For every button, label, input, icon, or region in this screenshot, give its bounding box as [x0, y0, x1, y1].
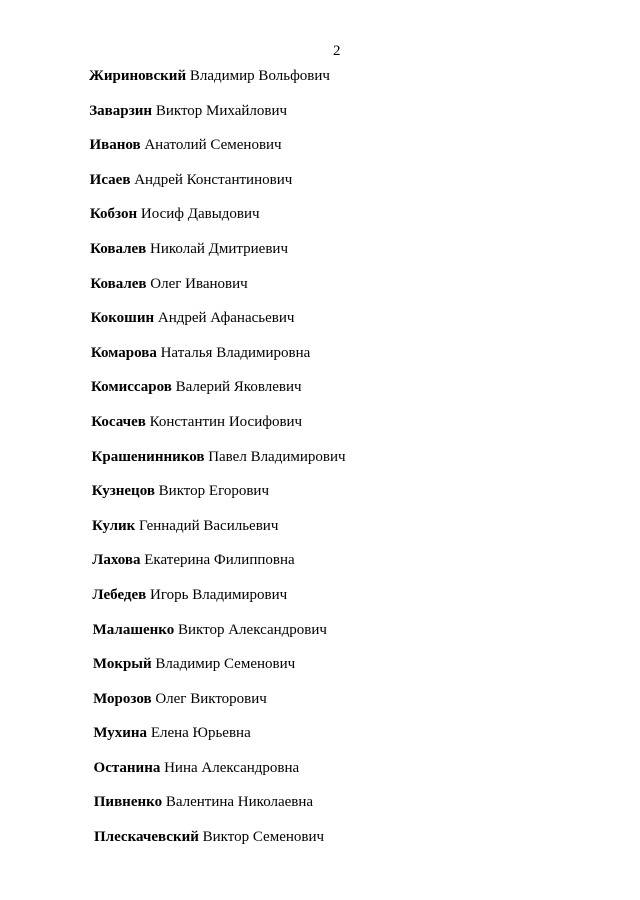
- list-item: [0, 689, 640, 724]
- list-item: [0, 204, 640, 239]
- surname: Крашенинников: [91, 448, 205, 465]
- given-names: Елена Юрьевна: [150, 725, 251, 742]
- surname: Мухина: [93, 725, 148, 742]
- given-names: Наталья Владимировна: [160, 344, 311, 361]
- surname: Кобзон: [89, 206, 138, 223]
- list-item: [0, 481, 640, 516]
- surname: Кокошин: [90, 310, 155, 327]
- given-names: Виктор Егорович: [158, 483, 269, 500]
- surname: Лахова: [92, 552, 141, 569]
- given-names: Олег Викторович: [155, 690, 267, 707]
- surname: Косачев: [91, 413, 146, 430]
- given-names: Виктор Михайлович: [155, 102, 288, 119]
- surname: Ковалев: [90, 275, 147, 292]
- given-names: Андрей Константинович: [134, 171, 293, 188]
- given-names: Нина Александровна: [164, 759, 300, 776]
- surname: Заварзин: [89, 102, 153, 119]
- list-item: [0, 135, 640, 170]
- list-item: [0, 343, 640, 378]
- given-names: Иосиф Давыдович: [140, 206, 260, 223]
- list-item: [0, 792, 640, 827]
- given-names: Константин Иосифович: [149, 413, 303, 430]
- list-item: [0, 447, 640, 482]
- surname: Останина: [93, 759, 161, 776]
- list-item: [0, 620, 640, 655]
- given-names: Игорь Владимирович: [150, 586, 288, 603]
- list-item: [0, 827, 640, 862]
- list-item: [0, 654, 640, 689]
- given-names: Владимир Семенович: [155, 656, 296, 673]
- surname: Плескачевский: [94, 829, 199, 846]
- surname: Лебедев: [92, 586, 147, 603]
- given-names: Анатолий Семенович: [144, 137, 282, 154]
- given-names: Андрей Афанасьевич: [157, 310, 295, 327]
- surname: Ковалев: [90, 240, 147, 257]
- list-item: [0, 274, 640, 309]
- surname: Жириновский: [89, 68, 187, 84]
- surname: Комиссаров: [91, 379, 172, 396]
- surname: Комарова: [90, 344, 157, 361]
- list-item: [0, 377, 640, 412]
- given-names: Олег Иванович: [150, 275, 248, 292]
- list-item: [0, 550, 640, 585]
- given-names: Владимир Вольфович: [189, 68, 330, 84]
- name-list: [0, 66, 640, 862]
- given-names: Екатерина Филипповна: [144, 552, 295, 569]
- list-item: [0, 585, 640, 620]
- given-names: Валерий Яковлевич: [175, 379, 302, 396]
- surname: Кузнецов: [91, 483, 155, 500]
- given-names: Николай Дмитриевич: [150, 240, 288, 257]
- list-item: [0, 723, 640, 758]
- surname: Иванов: [89, 137, 141, 154]
- given-names: Виктор Александрович: [178, 621, 327, 638]
- surname: Исаев: [89, 171, 131, 188]
- given-names: Геннадий Васильевич: [139, 517, 279, 534]
- surname: Малашенко: [92, 621, 175, 638]
- list-item: [0, 239, 640, 274]
- given-names: Павел Владимирович: [208, 448, 346, 465]
- surname: Мокрый: [92, 656, 152, 673]
- page-number: 2: [333, 43, 341, 59]
- surname: Морозов: [93, 690, 152, 707]
- list-item: [0, 101, 640, 136]
- surname: Кулик: [91, 517, 136, 534]
- list-item: [0, 170, 640, 205]
- surname: Пивненко: [93, 794, 163, 811]
- list-item: [0, 412, 640, 447]
- given-names: Валентина Николаевна: [165, 794, 314, 811]
- list-item: [0, 66, 640, 101]
- given-names: Виктор Семенович: [202, 829, 325, 846]
- list-item: [0, 516, 640, 551]
- list-item: [0, 758, 640, 793]
- list-item: [0, 308, 640, 343]
